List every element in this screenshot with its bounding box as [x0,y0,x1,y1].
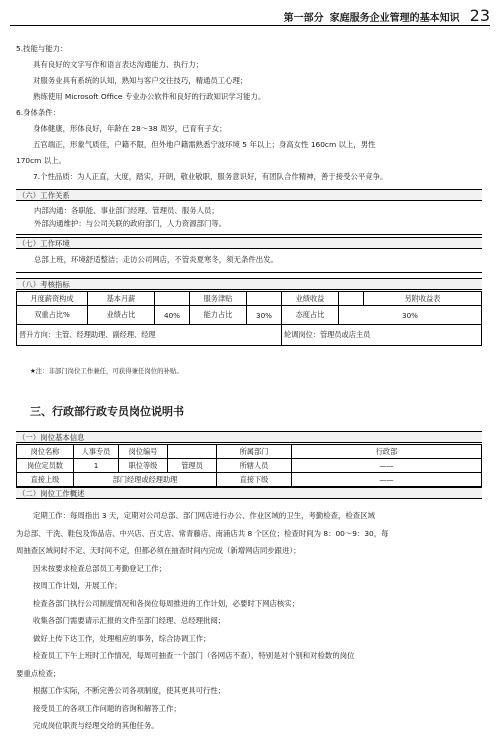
table-row [17,325,482,346]
text-line: 身体健康，形体良好，年龄在 28～38 周岁，已育有子女； [33,123,227,133]
assessment-table [16,291,482,346]
text-line: 具有良好的文字写作和语言表达沟通能力、执行力； [33,59,203,69]
table-cell: 30% [247,306,282,325]
table-cell: 态度占比 [282,306,339,325]
page-number: 23 [469,6,490,25]
table-cell: 能力占比 [190,306,247,325]
text-line: 对服务业具有系统的认知，熟知与客户交往技巧，精通员工心理； [33,75,248,85]
table-cell: 职位等级 [119,459,168,473]
table-cell: 管理员 [168,459,217,473]
requirements-block [16,40,484,184]
overview-block [16,507,484,735]
table-cell: 月度薪资构成 [17,292,88,306]
table-row [17,459,482,473]
work-relations-line: 外部沟通维护：与公司关联的政府部门，人力资源部门等。 [34,219,227,228]
table-row [17,292,482,306]
text-line: 按周工作计划，开展工作； [33,581,122,591]
text-line: 因未按要求检查总部员工考勤登记工作； [33,563,167,573]
header-chapter: 家庭服务企业管理的基本知识 [329,13,460,24]
table-cell: —— [292,459,482,473]
text-line: 要重点检查； [16,668,61,678]
table-cell: 40% [155,306,190,325]
table-cell: 岗位名称 [17,445,74,459]
work-relations-box [16,201,482,235]
text-line: 检查员工下午上班时工作情况，每周可抽查一个部门（各网店不查），特别是对个别和对检数的岗位 [33,651,355,661]
table-cell: 基本月薪 [88,292,155,306]
note: ★注：非部门岗位工作兼任，可获得兼任岗位的补贴。 [30,367,183,375]
table-cell: 所辖人员 [217,459,292,473]
text-line: 收集各部门需要请示汇报的文件至部门经理、总经理批阅； [33,616,226,626]
table-row [17,473,482,487]
table-row [17,445,482,459]
basic-info-heading: （一）岗位基本信息 [16,431,482,443]
text-line: 检查各部门执行公司制度情况和各岗位每周推进的工作计划，必要时下网店核实； [33,598,300,608]
table-cell [168,445,217,459]
work-relations-heading: （六）工作关系 [16,189,482,201]
table-cell: 直接下级 [217,473,292,487]
work-env-box [16,249,482,273]
table-cell: —— [292,473,482,487]
table-cell [339,292,364,306]
table-cell [247,292,282,306]
text-line: 为总部、干洗、鞋包及饰品店、中兴店、百丈店、常青藤店、南浦店共 8 个区位；检查时间为 8：00～9：30，每 [16,528,389,538]
basic-info-table [16,444,482,487]
table-cell: 服务津贴 [190,292,247,306]
table-cell: 岗位定员数 [17,459,74,473]
text-line: 定期工作：每周指出 3 天，定期对公司总部、部门网店进行办公、作业区域的卫生，考勤检查，检查区域 [33,511,375,521]
table-cell: 轮调岗位：管理员或店主员 [282,325,482,346]
table-cell: 人事专员 [74,445,119,459]
text-line: 5.技能与能力： [16,43,68,53]
table-cell [155,292,190,306]
text-line: 熟练使用 Microsoft Office 专业办公软件和良好的行政知识学习能力。 [33,91,266,101]
work-relations-line: 内部沟通：各职能、事业部门经理、管理员、服务人员； [34,206,219,215]
overview-heading: （二）岗位工作概述 [16,487,482,499]
text-line: 170cm 以上。 [16,155,66,165]
table-cell: 直接上级 [17,473,74,487]
table-cell: 30% [339,306,482,325]
table-cell: 另附收益表 [364,292,482,306]
work-env-line: 总部上班，环境舒适整洁；走访公司网店，不管炎夏寒冬，须无条件出发。 [34,255,278,264]
table-cell: 双重占比% [17,306,88,325]
table-cell: 部门经理或经理助理 [74,473,217,487]
table-cell: 晋升方向：主管、经理助理、副经理、经理 [17,325,282,346]
table-cell: 行政部 [292,445,482,459]
header-rule [10,25,490,26]
table-cell: 1 [74,459,119,473]
table-cell: 所属部门 [217,445,292,459]
section-title: 三、行政部行政专员岗位说明书 [30,405,184,418]
table-cell: 岗位编号 [119,445,168,459]
table-row [17,306,482,325]
header-section: 第一部分 [283,13,324,24]
table-cell: 业绩收益 [282,292,339,306]
text-line: 6.身体条件： [16,107,61,117]
text-line: 7.个性品质：为人正直，大度，踏实，开朗，敬业敬职，服务意识好，有团队合作精神，善于接受公平竞争。 [33,171,388,181]
text-line: 完成岗位职责与经理交给的其他任务。 [33,721,159,731]
text-line: 做好上传下达工作，处理相应的事务，综合协调工作； [33,633,211,643]
text-line: 接受员工的各项工作问题的咨询和解答工作； [33,703,181,713]
work-env-heading: （七）工作环境 [16,237,482,249]
text-line: 周抽查区域间时不定、天时间不定，但都必须在抽查时间内完成（新增网店同步跟进）； [16,546,301,556]
text-line: 根据工作实际，不断完善公司各项制度，使其更具可行性； [33,686,226,696]
assessment-heading: （八）考核指标 [16,278,482,290]
text-line: 五官端正，形象气质佳，户籍不限，但外地户籍需熟悉宁波环境 5 年以上；身高女性 160cm 以上，男性 [33,139,376,149]
table-cell: 业绩占比 [88,306,155,325]
running-header [10,6,490,24]
